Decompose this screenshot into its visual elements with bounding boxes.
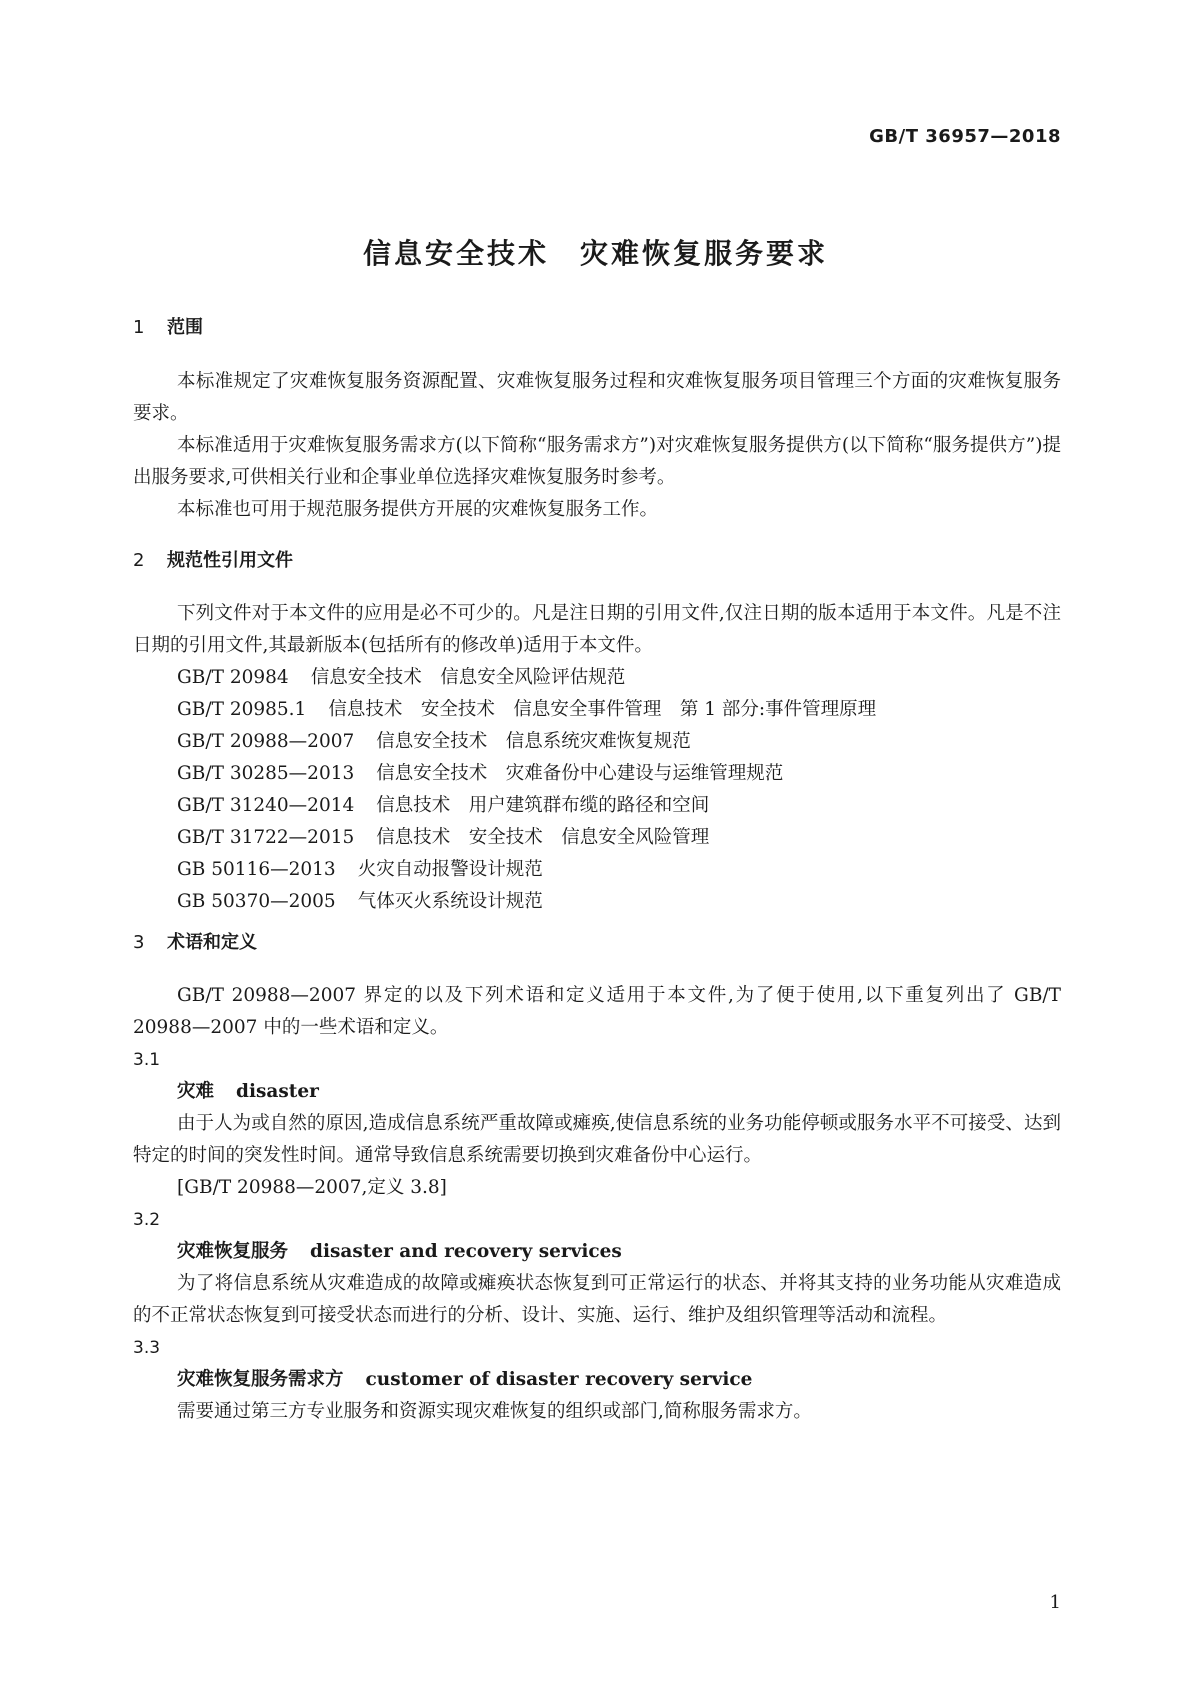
reference-code: GB/T 30285—2013 bbox=[177, 763, 355, 784]
term-en: disaster bbox=[236, 1081, 319, 1102]
reference-item bbox=[133, 758, 1061, 790]
reference-code: GB/T 20988—2007 bbox=[177, 731, 355, 752]
reference-list bbox=[133, 662, 1061, 918]
reference-item bbox=[133, 790, 1061, 822]
term-definition: 需要通过第三方专业服务和资源实现灾难恢复的组织或部门,简称服务需求方。 bbox=[177, 1401, 812, 1422]
paragraph: 本标准规定了灾难恢复服务资源配置、灾难恢复服务过程和灾难恢复服务项目管理三个方面的灾难恢复服务要求。 bbox=[133, 371, 1061, 424]
term-definition: 为了将信息系统从灾难造成的故障或瘫痪状态恢复到可正常运行的状态、并将其支持的业务功能从灾难造成的不正常状态恢复到可接受状态而进行的分析、设计、实施、运行、维护及组织管理等活动和流程。 bbox=[133, 1273, 1061, 1326]
section-number: 3 bbox=[133, 932, 145, 953]
section-3-body bbox=[133, 980, 1061, 1428]
term-number: 3.2 bbox=[133, 1210, 161, 1230]
reference-item bbox=[133, 726, 1061, 758]
paragraph: GB/T 20988—2007 界定的以及下列术语和定义适用于本文件,为了便于使用,以下重复列出了 GB/T 20988—2007 中的一些术语和定义。 bbox=[133, 985, 1061, 1038]
reference-title: 信息安全技术 灾难备份中心建设与运维管理规范 bbox=[376, 763, 784, 784]
reference-code: GB/T 20985.1 bbox=[177, 699, 307, 720]
section-title: 范围 bbox=[167, 317, 203, 338]
term-en: customer of disaster recovery service bbox=[365, 1369, 753, 1390]
paragraph: 本标准也可用于规范服务提供方开展的灾难恢复服务工作。 bbox=[177, 499, 659, 520]
term-number: 3.1 bbox=[133, 1050, 161, 1070]
term-definition: 由于人为或自然的原因,造成信息系统严重故障或瘫痪,使信息系统的业务功能停顿或服务水平不可接受、达到特定的时间的突发性时间。通常导致信息系统需要切换到灾难备份中心运行。 bbox=[133, 1113, 1061, 1166]
section-1-heading bbox=[133, 313, 203, 339]
section-number: 1 bbox=[133, 317, 145, 338]
term-heading bbox=[133, 1236, 1061, 1268]
term-entry bbox=[133, 1044, 1061, 1204]
term-en: disaster and recovery services bbox=[310, 1241, 622, 1262]
document-title: 信息安全技术 灾难恢复服务要求 bbox=[362, 237, 828, 270]
page-number: 1 bbox=[1049, 1592, 1061, 1613]
term-heading bbox=[133, 1364, 1061, 1396]
paragraph: 本标准适用于灾难恢复服务需求方(以下简称“服务需求方”)对灾难恢复服务提供方(以下简称“服务提供方”)提出服务要求,可供相关行业和企事业单位选择灾难恢复服务时参考。 bbox=[133, 435, 1061, 488]
term-source: [GB/T 20988—2007,定义 3.8] bbox=[177, 1177, 447, 1198]
reference-title: 信息技术 安全技术 信息安全事件管理 第 1 部分:事件管理原理 bbox=[328, 699, 877, 720]
section-number: 2 bbox=[133, 550, 145, 571]
reference-item bbox=[133, 694, 1061, 726]
reference-title: 信息技术 用户建筑群布缆的路径和空间 bbox=[376, 795, 710, 816]
reference-item bbox=[133, 662, 1061, 694]
term-heading bbox=[133, 1076, 1061, 1108]
term-cn: 灾难 bbox=[177, 1081, 215, 1102]
section-3-heading bbox=[133, 928, 257, 954]
reference-code: GB 50370—2005 bbox=[177, 891, 336, 912]
paragraph: 下列文件对于本文件的应用是必不可少的。凡是注日期的引用文件,仅注日期的版本适用于本文件。凡是不注日期的引用文件,其最新版本(包括所有的修改单)适用于本文件。 bbox=[133, 603, 1061, 656]
reference-item bbox=[133, 854, 1061, 886]
term-entry bbox=[133, 1204, 1061, 1332]
term-cn: 灾难恢复服务 bbox=[177, 1241, 289, 1262]
reference-item bbox=[133, 822, 1061, 854]
section-2-body bbox=[133, 598, 1061, 918]
reference-code: GB 50116—2013 bbox=[177, 859, 336, 880]
section-1-body bbox=[133, 366, 1061, 526]
reference-title: 信息安全技术 信息安全风险评估规范 bbox=[310, 667, 626, 688]
reference-title: 气体灭火系统设计规范 bbox=[357, 891, 543, 912]
reference-title: 信息技术 安全技术 信息安全风险管理 bbox=[376, 827, 710, 848]
section-title: 规范性引用文件 bbox=[167, 550, 293, 571]
section-title: 术语和定义 bbox=[167, 932, 257, 953]
reference-item bbox=[133, 886, 1061, 918]
standard-code: GB/T 36957—2018 bbox=[869, 126, 1061, 147]
reference-code: GB/T 31722—2015 bbox=[177, 827, 355, 848]
term-number: 3.3 bbox=[133, 1338, 161, 1358]
term-entry bbox=[133, 1332, 1061, 1428]
reference-code: GB/T 20984 bbox=[177, 667, 289, 688]
section-2-heading bbox=[133, 546, 293, 572]
reference-title: 火灾自动报警设计规范 bbox=[357, 859, 543, 880]
reference-title: 信息安全技术 信息系统灾难恢复规范 bbox=[376, 731, 691, 752]
term-cn: 灾难恢复服务需求方 bbox=[177, 1369, 344, 1390]
reference-code: GB/T 31240—2014 bbox=[177, 795, 355, 816]
